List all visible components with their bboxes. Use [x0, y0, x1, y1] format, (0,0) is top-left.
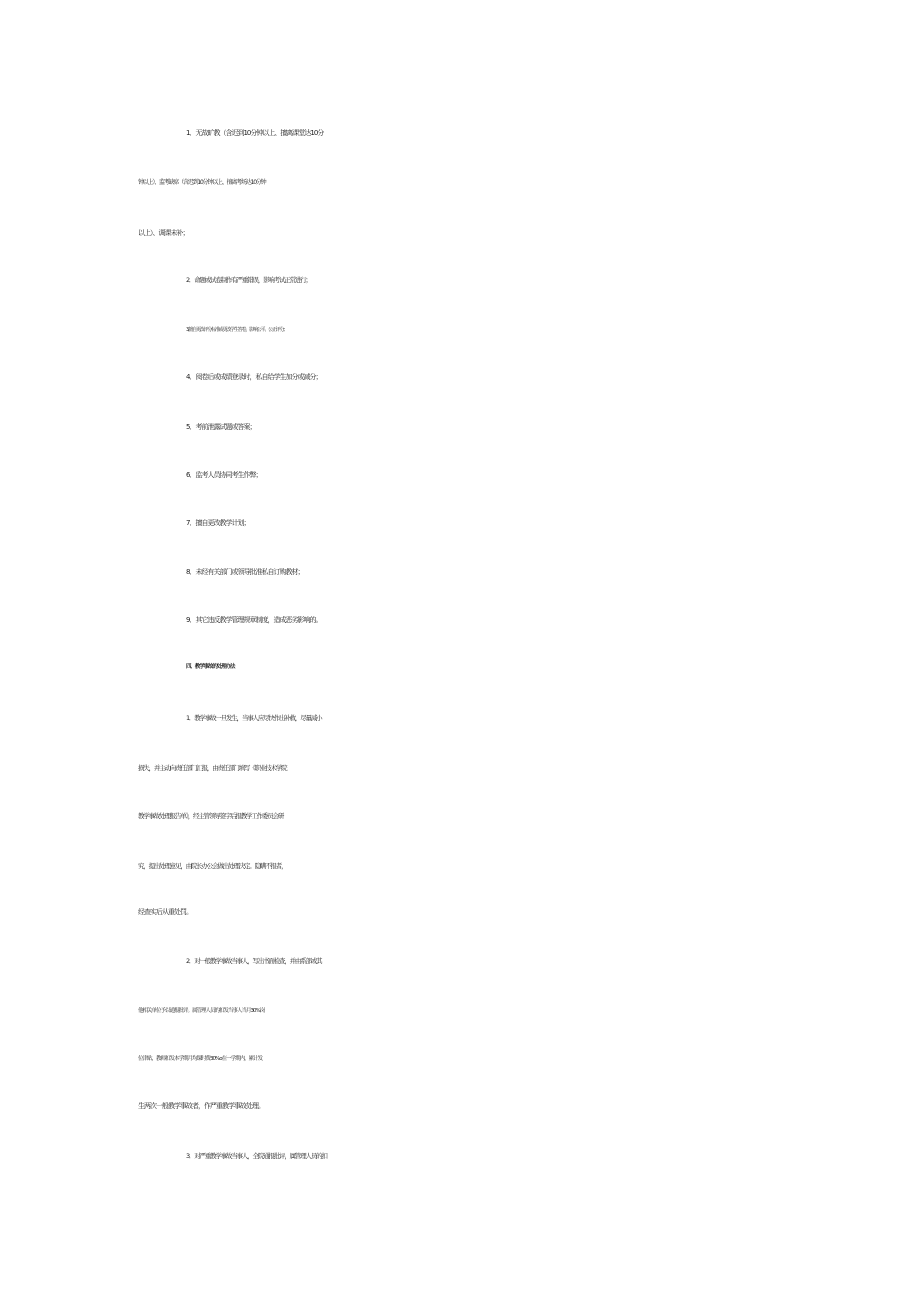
para-1-line-2: 损失，并主动向责任部门汇报，由责任部门填写《职业技术学院	[138, 764, 287, 772]
item-1-line-1: 1．无故旷教（含迟到10分钟以上、擅离课堂达10分	[186, 129, 324, 137]
para-2-line-3: 位津贴，教师扣发本学期月均课时费30%o在一学期内，累计发	[138, 1056, 263, 1062]
item-5: 5．考前泄露试题或答案；	[186, 423, 256, 431]
item-8: 8．未经有关部门或领导批准私自订购教材；	[186, 568, 304, 576]
para-1-line-4: 究，提出处理意见，由院长办公会做出处理决定。隐瞒不报者，	[138, 862, 287, 870]
section-heading: 四、教学事故的处理办法	[186, 664, 235, 670]
item-7: 7．擅自更改教学计划；	[186, 519, 250, 527]
item-2: 2．命题或试卷制作有严重错误，影响考试正常进行；	[186, 276, 311, 284]
item-6: 6．监考人员协同考生作弊；	[186, 471, 262, 479]
para-1-line-5: 经查实后从重处罚。	[138, 908, 192, 916]
item-9: 9．其它违反教学管理规章制度，造成恶劣影响的。	[186, 616, 322, 624]
item-1-line-3: 以上）、调课未补；	[138, 229, 189, 237]
item-4: 4．阅卷后或成绩登录时，私自给学生加分或减分；	[186, 373, 322, 381]
para-2-line-4: 生两次一般教学事故者，作严重教学事故处理。	[138, 1102, 264, 1110]
para-2-line-1: 2．对一般教学事故当事人，写出书面检查，并由系部或其	[186, 957, 322, 965]
item-1-line-2: 钟以上）、监考缺席（含迟到10分钟以上、擅离考场达10分钟	[138, 179, 266, 186]
para-1-line-1: 1．教学事故一旦发生，当事人应尽快作出补救，尽量减小	[186, 714, 322, 722]
para-1-line-3: 教学事故处理报告单》，经主管领导签字后报教学工作委员会研	[138, 812, 284, 820]
para-3-line-1: 3．对严重教学事故当事人，全院通报批评，属管理人员的扣	[186, 1152, 327, 1160]
para-2-line-2: 他相关单位予以通报批评。属管理人员的扣发当事人当月30%岗	[138, 1008, 265, 1014]
item-3: 3,擅自更改评分标准或更改学生答卷，影响公平、公正评分;	[186, 327, 284, 333]
